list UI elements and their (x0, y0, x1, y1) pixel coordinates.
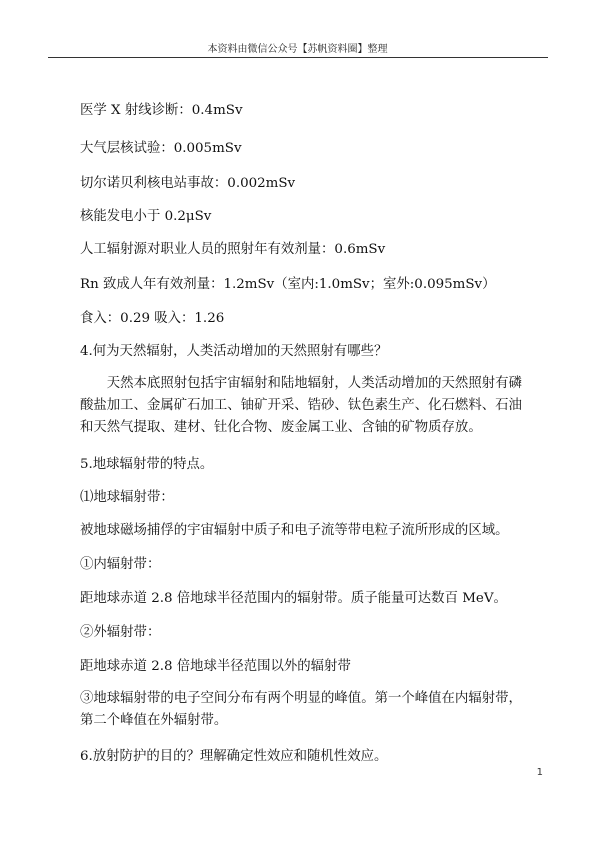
section-outer-belt: ②外辐射带： (80, 625, 161, 640)
section-earth-radiation-belt: ⑴地球辐射带： (80, 490, 174, 505)
text-line-medical-xray: 医学 X 射线诊断：0.4mSv (80, 103, 243, 118)
text-line-belt-definition: 被地球磁场捕俘的宇宙辐射中质子和电子流等带电粒子流所形成的区域。 (80, 523, 509, 538)
text-line-occupational-dose: 人工辐射源对职业人员的照射年有效剂量：0.6mSv (80, 242, 386, 257)
section-inner-belt: ①内辐射带： (80, 557, 161, 572)
text-line-outer-belt: 距地球赤道 2.8 倍地球半径范围以外的辐射带 (80, 659, 351, 674)
belt-peaks-paragraph: ③地球辐射带的电子空间分布有两个明显的峰值。第一个峰值在内辐射带，第二个峰值在外辐射带。 (80, 691, 522, 728)
question-6-heading: 6.放射防护的目的？理解确定性效应和随机性效应。 (80, 749, 388, 764)
page-number: 1 (536, 767, 543, 778)
question-4-heading: 4.何为天然辐射，人类活动增加的天然照射有哪些？ (80, 344, 388, 359)
text-line-intake: 食入：0.29 吸入：1.26 (80, 311, 225, 326)
text-line-radon-dose: Rn 致成人年有效剂量：1.2mSv（室内:1.0mSv；室外:0.095mSv） (80, 277, 496, 292)
text-line-nuclear-power: 核能发电小于 0.2μSv (80, 209, 212, 224)
text-line-inner-belt: 距地球赤道 2.8 倍地球半径范围内的辐射带。质子能量可达数百 MeV。 (80, 591, 507, 606)
header-divider (48, 57, 548, 58)
natural-radiation-paragraph: 天然本底照射包括宇宙辐射和陆地辐射，人类活动增加的天然照射有磷酸盐加工、金属矿石加工、铀矿开采、锆砂、钛色素生产、化石燃料、石油和天然气提取、建材、钍化合物、废金属工业、含铀的矿物质存放。 (80, 376, 522, 435)
text-line-nuclear-test: 大气层核试验：0.005mSv (80, 141, 242, 156)
text-line-chernobyl: 切尔诺贝利核电站事故：0.002mSv (80, 176, 296, 191)
question-5-heading: 5.地球辐射带的特点。 (80, 457, 214, 472)
page-header: 本资料由微信公众号【苏帆资料圈】整理 (207, 44, 388, 55)
